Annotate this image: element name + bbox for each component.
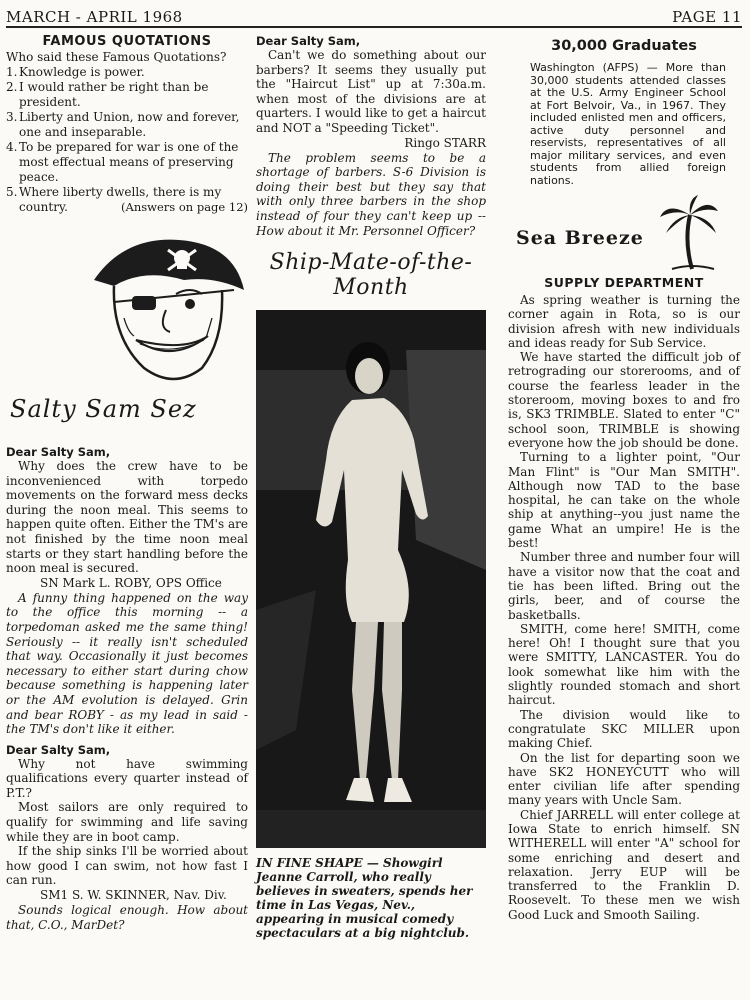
shipmate-caption: IN FINE SHAPE — Showgirl Jeanne Carroll, who really believes in sweaters, spends her time in Las Vegas, Nev., appearing in musical comedy spectaculars at a big nightclub. (256, 856, 473, 941)
quotation-item: 1. Knowledge is power. (6, 65, 145, 79)
salty-sam-title: Salty Sam Sez (10, 395, 197, 423)
supply-paragraph: Chief JARRELL will enter college at Iowa State to enrich himself. SN WITHERELL will enter "A" school for some enriching and desert and relaxation. Jerry EUP will be transferred to the Franklin D. Roosevelt. To these men we wish Good Luck and Smooth Sailing. (508, 807, 740, 922)
page-number: PAGE 11 (672, 8, 742, 26)
letter-reply: Sounds logical enough. How about that, C.O., MarDet? (6, 903, 248, 932)
quotations-list (6, 65, 248, 215)
graduates-body: Washington (AFPS) — More than 30,000 students attended classes at the U.S. Army Engineer School at Fort Belvoir, Va., in 1967. They included enlisted men and officers, active duty personnel and reservists, representatives of all major military services, and even students from allied foreign nations. (530, 61, 726, 187)
supply-paragraph: The division would like to congratulate SKC MILLER upon making Chief. (508, 707, 740, 751)
letter-body: Why not have swimming qualifications every quarter instead of P.T.? (6, 756, 248, 800)
letter-body: Why does the crew have to be inconvenienced with torpedo movements on the forward mess decks during the noon meal. This seems to happen quite often. Either the TM's are not finished by the time noon meal starts or they start handling before the noon meal is secured. (6, 459, 248, 576)
quotations-answers-note: (Answers on page 12) (121, 200, 248, 214)
letter-reply: A funny thing happened on the way to the office this morning -- a torpedoman asked me the same thing! Seriously -- it really isn't scheduled that way. Occasionally it just becomes necessary to either start during chow because something is happening later or the AM evolution is delayed. Grin and bear ROBY - as my lead in said - the TM's don't like it either. (6, 590, 248, 737)
column-middle (256, 34, 486, 940)
quotation-item: 5. Where liberty dwells, there is my country. (6, 185, 222, 214)
quotations-intro: Who said these Famous Quotations? (6, 50, 227, 64)
letter-signature: SM1 S. W. SKINNER, Nav. Div. (40, 888, 227, 903)
issue-date: MARCH - APRIL 1968 (6, 8, 183, 26)
quotations-title: FAMOUS QUOTATIONS (42, 34, 212, 49)
supply-paragraph: SMITH, come here! SMITH, come here! Oh! I thought sure that you were SMITTY, LANCASTER. You do look somewhat like him with the slightly rounded stomach and short haircut. (508, 621, 740, 708)
letter-body: If the ship sinks I'll be worried about how good I can swim, not how fast I can run. (6, 844, 248, 888)
letter-salutation: Dear Salty Sam, (6, 742, 111, 757)
column-left (6, 34, 248, 932)
page-header (6, 6, 742, 28)
salty-sam-cartoon (84, 228, 254, 393)
letter-reply: The problem seems to be a shortage of barbers. S-6 Division is doing their best but they say that with only three barbers in the shop instead of four they can't keep up -- How about it Mr. Personnel Officer? (256, 150, 486, 238)
quotation-item: 4. To be prepared for war is one of the most effectual means of preserving peace. (6, 140, 239, 184)
letter-salutation: Dear Salty Sam, (256, 34, 361, 48)
supply-paragraph: Turning to a lighter point, "Our Man Flint" is "Our Man SMITH". Although now TAD to the base hospital, he can take on the whole ship at anything--you just name the game What an umpire! He is the best! (508, 450, 740, 551)
letter-salutation: Dear Salty Sam, (6, 445, 111, 459)
shipmate-title: Ship-Mate-of-the-Month (269, 250, 473, 301)
letter-signature: Ringo STARR (404, 135, 486, 150)
sea-breeze-banner (508, 193, 740, 273)
letter-body: Most sailors are only required to qualify for swimming and life saving while they are in boot camp. (6, 800, 248, 844)
quotation-item: 3. Liberty and Union, now and forever, one and inseparable. (6, 110, 240, 139)
column-right (508, 34, 740, 922)
supply-title: SUPPLY DEPARTMENT (544, 275, 704, 290)
shipmate-photo (256, 310, 486, 848)
supply-paragraph: As spring weather is turning the corner again in Rota, so is our division afresh with new individuals and ideas ready for Sub Service. (508, 293, 740, 350)
letter-signature: SN Mark L. ROBY, OPS Office (40, 575, 222, 590)
palm-tree-icon (658, 195, 720, 271)
letter-body: Can't we do something about our barbers? It seems they usually put the "Haircut List" up at 7:30a.m. when most of the divisions are at quarters. I would like to get a haircut and NOT a "Speeding Ticket". (256, 48, 486, 135)
supply-paragraph: We have started the difficult job of retrograding our storerooms, and of course the fearless leader in the storeroom, moving boxes to and fro is, SK3 TRIMBLE. Slated to enter "C" school soon, TRIMBLE is showing everyone how the job should be done. (508, 350, 740, 450)
supply-paragraph: On the list for departing soon we have SK2 HONEYCUTT who will enter civilian life after spending many years with Uncle Sam. (508, 750, 740, 808)
graduates-title: 30,000 Graduates (551, 38, 697, 54)
quotation-item: 2. I would rather be right than be president. (6, 80, 209, 109)
sea-breeze-title: Sea Breeze (516, 227, 644, 249)
supply-paragraph: Number three and number four will have a visitor now that the coat and tie has been lifted. Bring out the girls, beer, and of course the basketballs. (508, 550, 740, 622)
